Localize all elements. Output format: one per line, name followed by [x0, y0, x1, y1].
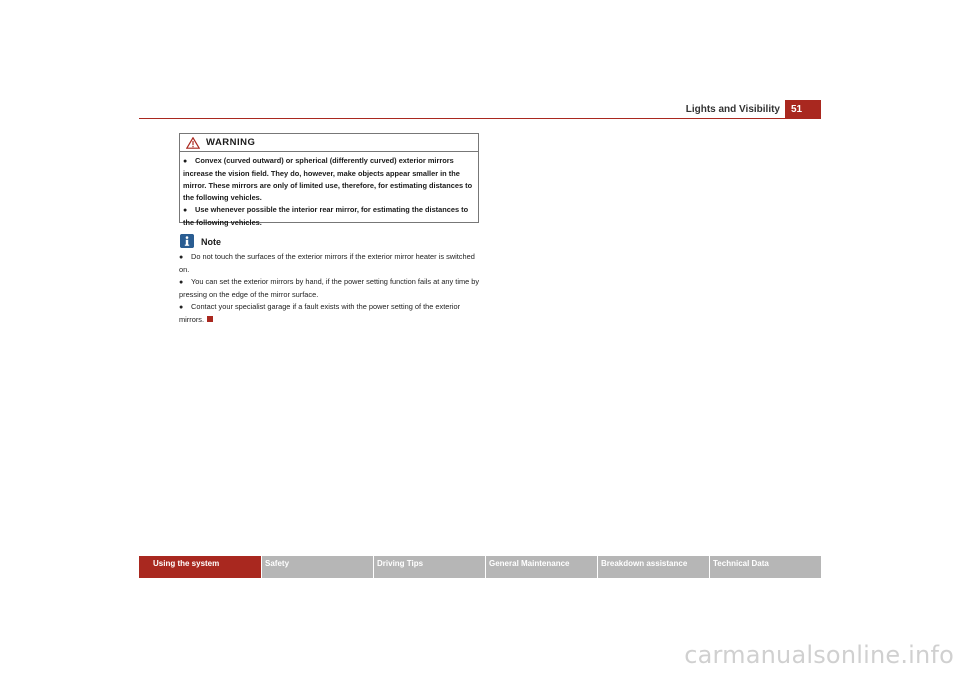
warning-item: ● Use whenever possible the interior rear mirror, for estimating the distances to the following vehicles. — [183, 205, 469, 227]
info-icon — [180, 234, 194, 248]
warning-item: ● Convex (curved outward) or spherical (differently curved) exterior mirrors increase the vision field. They do, however, make objects appear smaller in the mirror. These mirrors are only of limited use, therefore, for estimating distances to the following vehicles. — [183, 156, 473, 202]
footer-tab-safety[interactable]: Safety — [262, 556, 373, 578]
watermark: carmanualsonline.info — [684, 641, 954, 669]
footer-tab-driving-tips[interactable]: Driving Tips — [374, 556, 485, 578]
bullet-icon: ● — [179, 279, 184, 286]
note-body — [179, 251, 481, 326]
note-item: ● Do not touch the surfaces of the exterior mirrors if the exterior mirror heater is switched on. — [179, 252, 475, 274]
note-item: ● Contact your specialist garage if a fault exists with the power setting of the exterior mirrors. — [179, 302, 461, 324]
bullet-icon: ● — [183, 158, 188, 165]
warning-triangle-icon — [186, 137, 200, 149]
footer-tab-technical-data[interactable]: Technical Data — [710, 556, 821, 578]
bullet-icon: ● — [179, 304, 184, 311]
warning-body — [183, 155, 477, 229]
note-title: Note — [201, 237, 221, 247]
note-item: ● You can set the exterior mirrors by hand, if the power setting function fails at any time by pressing on the edge of the mirror surface. — [179, 277, 480, 299]
header-rule — [139, 118, 821, 119]
footer-nav — [139, 556, 821, 578]
header-section-title: Lights and Visibility — [685, 104, 780, 115]
warning-title: WARNING — [206, 137, 256, 148]
note-header — [180, 234, 330, 250]
footer-tab-breakdown-assistance[interactable]: Breakdown assistance — [598, 556, 709, 578]
page-number: 51 — [785, 100, 821, 119]
footer-tab-using-the-system[interactable]: Using the system — [139, 556, 261, 578]
warning-box — [179, 133, 479, 227]
bullet-icon: ● — [183, 207, 188, 214]
footer-tab-general-maintenance[interactable]: General Maintenance — [486, 556, 597, 578]
bullet-icon: ● — [179, 254, 184, 261]
warning-header — [180, 134, 478, 152]
section-end-icon — [207, 316, 213, 322]
